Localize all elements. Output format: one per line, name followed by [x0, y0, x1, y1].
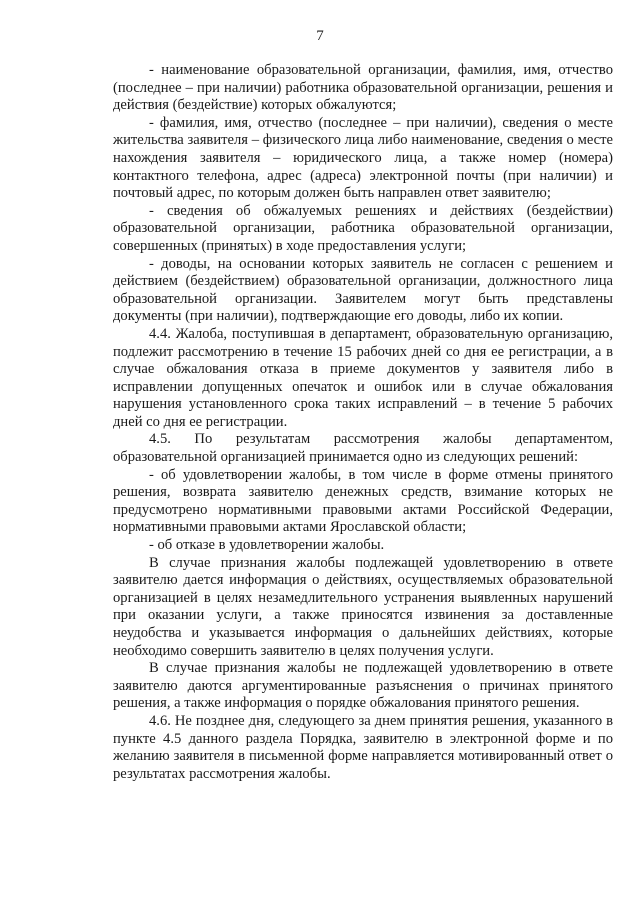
paragraph-if-not-satisfied: В случае признания жалобы не подлежащей удовлетворению в ответе заявителю даются аргументированные разъяснения о причинах принятого решения, а также информация о порядке обжалования принятого решения. [113, 660, 613, 712]
paragraph-complaint-arguments: - доводы, на основании которых заявитель не согласен с решением и действием (бездействием) образовательной организации, должностного лица образовательной организации. Заявителем могут быть представлены документы (при наличии), подтверждающие его доводы, либо их копии. [113, 255, 613, 325]
paragraph-complaint-applicant-details: - фамилия, имя, отчество (последнее – при наличии), сведения о месте жительства заявителя – физического лица либо наименование, сведения о месте нахождения заявителя – юридического лица, а также номер (номера) контактного телефона, адрес (адреса) электронной почты (при наличии) и почтовый адрес, по которым должен быть направлен ответ заявителю; [113, 114, 613, 202]
paragraph-4-5-decisions: 4.5. По результатам рассмотрения жалобы департаментом, образовательной организацией принимается одно из следующих решений: [113, 431, 613, 466]
paragraph-if-satisfied: В случае признания жалобы подлежащей удовлетворению в ответе заявителю дается информация о действиях, осуществляемых образовательной организацией в целях незамедлительного устранения выявленных нарушений при оказании услуги, а также приносятся извинения за доставленные неудобства и указывается информация о дальнейших действиях, которые необходимо совершить заявителю в целях получения услуги. [113, 554, 613, 659]
paragraph-decision-refuse: - об отказе в удовлетворении жалобы. [149, 537, 385, 554]
paragraph-decision-satisfy: - об удовлетворении жалобы, в том числе в форме отмены принятого решения, возврата заявителю денежных средств, взимание которых не предусмотрено нормативными правовыми актами Российской Федерации, нормативными правовыми актами Ярославской области; [113, 466, 613, 536]
paragraph-4-6-reply: 4.6. Не позднее дня, следующего за днем принятия решения, указанного в пункте 4.5 данного раздела Порядка, заявителю в электронной форме и по желанию заявителя в письменной форме направляется мотивированный ответ о результатах рассмотрения жалобы. [113, 712, 613, 782]
document-body [113, 62, 613, 783]
page-number: 7 [316, 28, 324, 44]
paragraph-complaint-organization-name: - наименование образовательной организации, фамилия, имя, отчество (последнее – при наличии) работника образовательной организации, решения и действия (бездействие) которых обжалуются; [113, 62, 613, 114]
paragraph-4-4-review-period: 4.4. Жалоба, поступившая в департамент, образовательную организацию, подлежит рассмотрению в течение 15 рабочих дней со дня ее регистрации, а в случае обжалования отказа в приеме документов у заявителя либо в исправлении допущенных опечаток и ошибок или в случае обжалования нарушения установленного срока таких исправлений – в течение 5 рабочих дней со дня ее регистрации. [113, 325, 613, 430]
paragraph-complaint-appealed-decisions: - сведения об обжалуемых решениях и действиях (бездействии) образовательной организации, работника образовательной организации, совершенных (принятых) в ходе предоставления услуги; [113, 202, 613, 254]
